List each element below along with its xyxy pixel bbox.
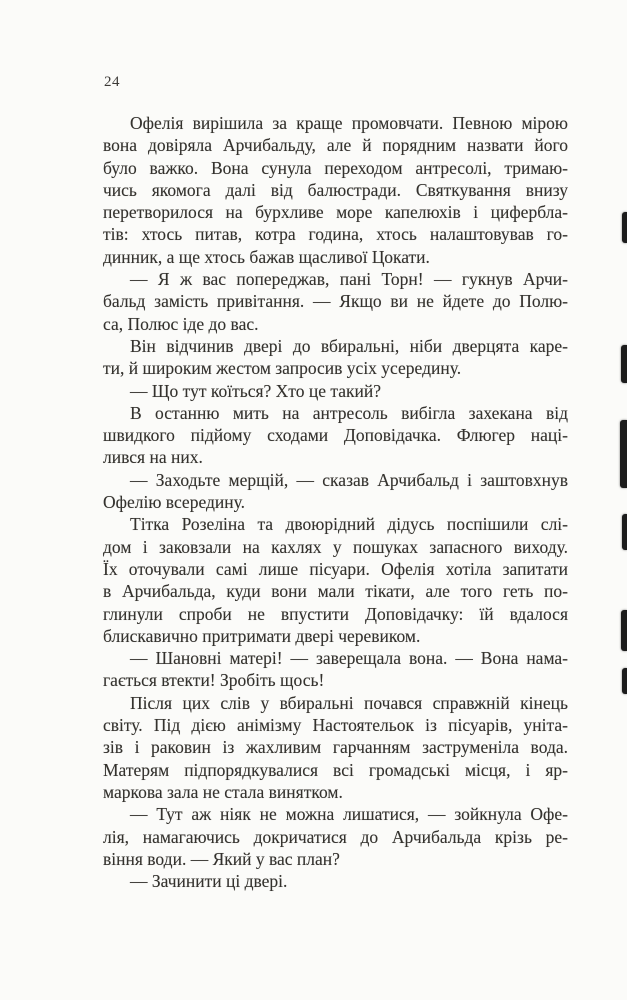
text-line: лився на них. (103, 447, 203, 468)
text-line: тів: хтось питав, котра година, хтось налаштовував го- (103, 224, 568, 245)
text-line: В останню мить на антресоль вибігла захекана від (130, 402, 568, 423)
text-line: Він відчинив двері до вбиральні, ніби дверцята каре- (130, 335, 568, 356)
paragraph (103, 647, 568, 692)
text-line: віння води. — Який у вас план? (103, 848, 340, 869)
paragraph (103, 469, 568, 514)
paragraph (103, 112, 568, 268)
text-line: са, Полюс іде до вас. (103, 313, 259, 334)
text-line: — Що тут коїться? Хто це такий? (130, 380, 381, 401)
text-line: дом і заковзали на кахлях у пошуках запасного виходу. (103, 536, 568, 557)
text-line: динник, а ще хтось бажав щасливої Цокати. (103, 246, 430, 267)
paragraph (103, 268, 568, 335)
scan-edge-mark (622, 212, 627, 243)
text-line: Після цих слів у вбиральні почався справжній кінець (130, 692, 568, 713)
text-line: бальд замість привітання. — Якщо ви не йдете до Полю- (103, 291, 568, 312)
text-line: — Я ж вас попереджав, пані Торн! — гукнув Арчи- (130, 269, 568, 290)
text-line: блискавично притримати двері черевиком. (103, 625, 421, 646)
text-line: гається втекти! Зробіть щось! (103, 670, 325, 691)
page-number: 24 (104, 74, 120, 90)
paragraph (103, 335, 568, 380)
paragraph (103, 402, 568, 469)
text-line: Їх оточували самі лише пісуари. Офелія хотіла запитати (103, 558, 568, 579)
text-line: вона довіряла Арчибальду, але й порядним назвати його (103, 135, 568, 156)
paragraph (103, 692, 568, 803)
text-line: було важко. Вона сунула переходом антресолі, тримаю- (103, 157, 568, 178)
text-line: маркова зала не стала винятком. (103, 781, 343, 802)
text-line: — Тут аж ніяк не можна лишатися, — зойкнула Офе- (130, 804, 568, 825)
paragraph (103, 803, 568, 870)
text-line: лія, намагаючись докричатися до Арчибальда крізь ре- (103, 826, 568, 847)
text-line: світу. Під дією анімізму Настоятельок із пісуарів, уніта- (103, 715, 568, 736)
scan-edge-mark (621, 610, 627, 651)
paragraph (103, 870, 568, 892)
text-line: ти, й широким жестом запросив усіх усередину. (103, 358, 462, 379)
text-line: — Шановні матері! — заверещала вона. — Вона нама- (130, 648, 568, 669)
scan-edge-mark (621, 345, 627, 383)
text-line: — Заходьте мерщій, — сказав Арчибальд і заштовхнув (130, 469, 568, 490)
text-line: в Арчибальда, куди вони мали тікати, але того геть по- (103, 581, 568, 602)
text-line: Матерям підпорядкувалися всі громадські місця, і яр- (103, 759, 568, 780)
page-body (103, 112, 568, 892)
paragraph (103, 513, 568, 647)
text-line: — Зачинити ці двері. (130, 871, 288, 892)
text-line: глинули спроби не впустити Доповідачку: їй вдалося (103, 603, 568, 624)
scan-edge-mark (620, 420, 627, 488)
text-line: чись якомога далі від балюстради. Святкування внизу (103, 179, 568, 200)
scan-edge-mark (622, 668, 627, 694)
text-line: Тітка Розеліна та двоюрідний дідусь поспішили слі- (130, 514, 568, 535)
text-line: Офелію всередину. (103, 492, 245, 513)
text-line: перетворилося на бурхливе море капелюхів і цифербла- (103, 202, 568, 223)
paragraph (103, 380, 568, 402)
text-line: швидкого підйому сходами Доповідачка. Флюгер наці- (103, 425, 568, 446)
scan-edge-mark (622, 514, 627, 550)
text-line: Офелія вирішила за краще промовчати. Певною мірою (130, 113, 568, 133)
text-line: зів і раковин із жахливим гарчанням заструменіла вода. (103, 737, 568, 758)
